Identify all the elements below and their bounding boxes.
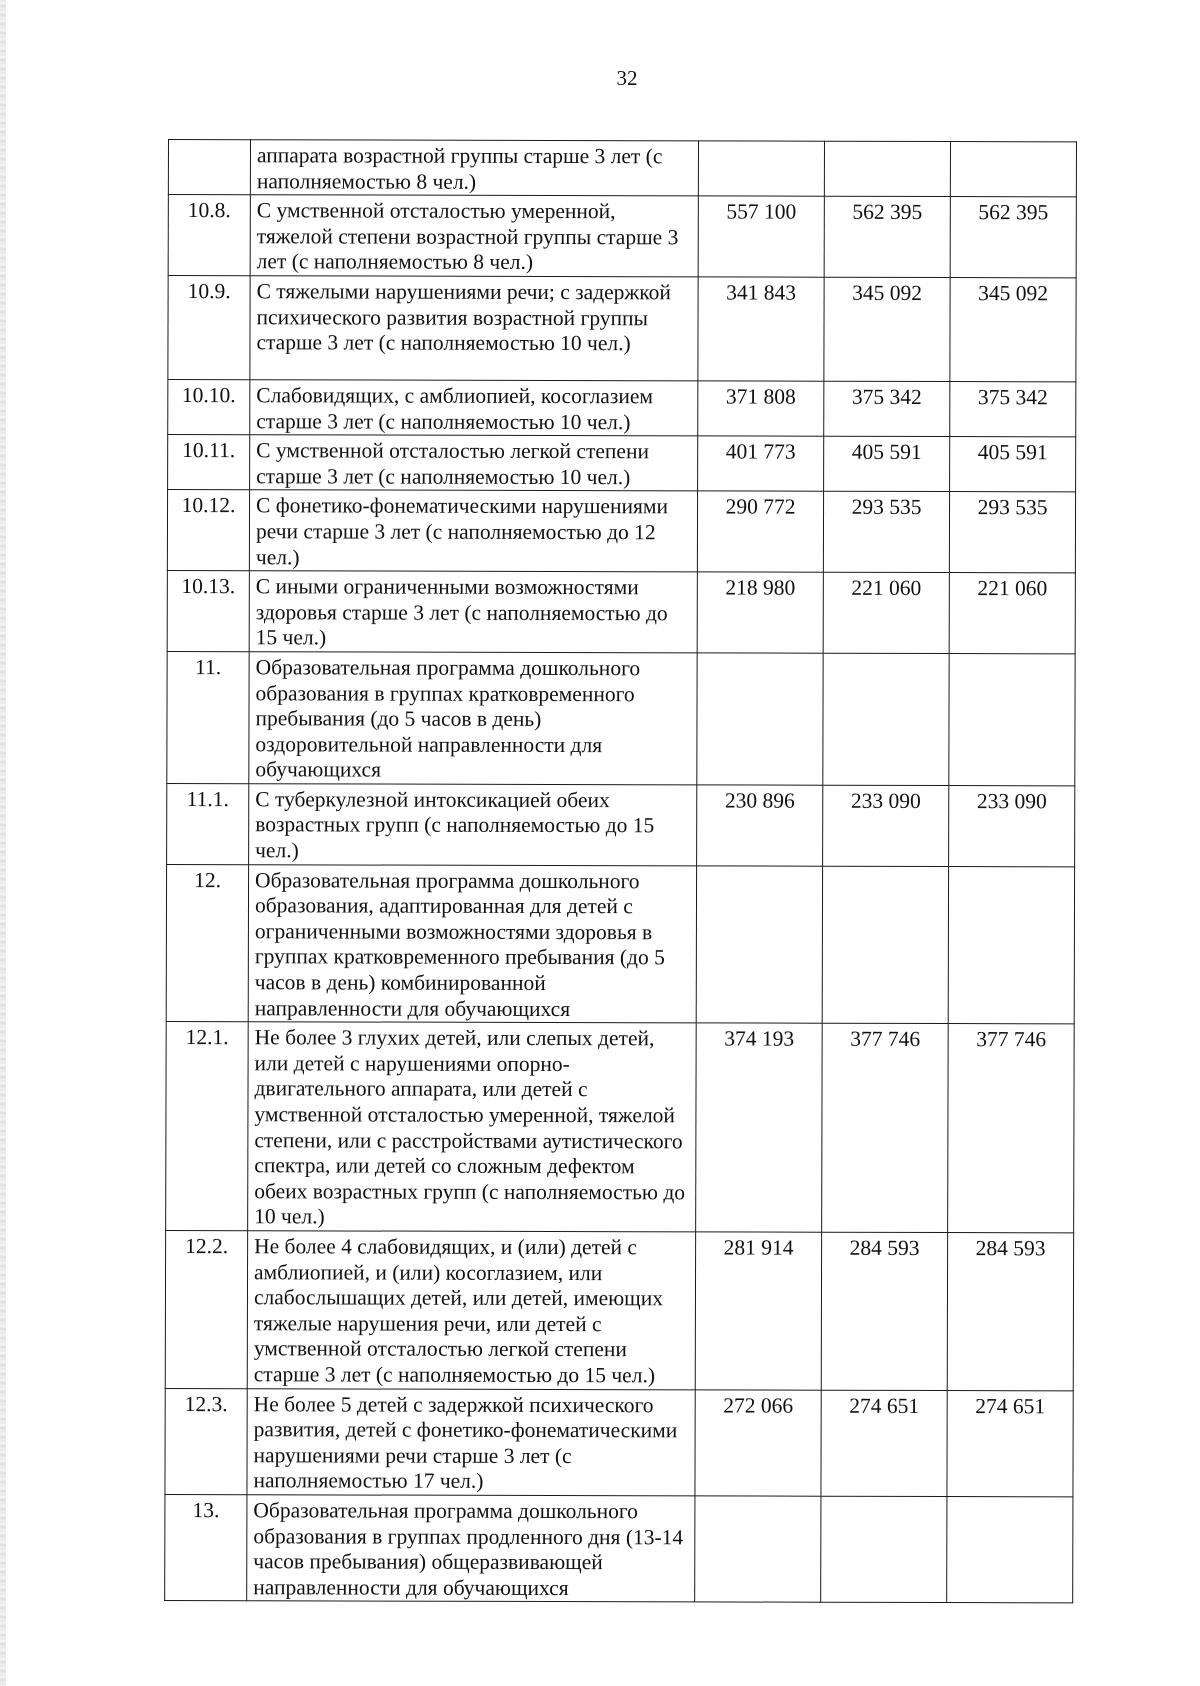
table-row <box>166 1022 1075 1233</box>
row-number: 10.9. <box>168 275 250 379</box>
value-year-3: 284 593 <box>947 1233 1073 1391</box>
row-description: Слабовидящих, с амблиопией, косоглазием старше 3 лет (с наполняемостью 10 чел.) <box>250 380 698 436</box>
value-year-1: 401 773 <box>698 436 824 492</box>
row-number: 11.1. <box>167 783 249 864</box>
value-year-1 <box>697 653 823 785</box>
value-year-1: 557 100 <box>698 196 824 277</box>
row-number: 10.11. <box>168 435 250 490</box>
value-year-1: 374 193 <box>696 1023 823 1232</box>
value-year-2 <box>824 141 950 197</box>
value-year-2: 293 535 <box>823 492 949 573</box>
value-year-2 <box>821 1496 947 1603</box>
value-year-1: 341 843 <box>698 277 824 381</box>
row-description: Образовательная программа дошкольного образования, адаптированная для детей с ограниченными возможностями здоровья в группах кратковременного пребывания (до 5 часов в день) комбинированной направленности для обучающихся <box>248 864 696 1023</box>
row-description: С умственной отсталостью легкой степени старше 3 лет (с наполняемостью 10 чел.) <box>250 435 698 491</box>
value-year-3 <box>947 1496 1073 1603</box>
row-number: 12. <box>166 864 248 1022</box>
value-year-2: 221 060 <box>823 572 949 653</box>
value-year-3: 221 060 <box>949 573 1075 654</box>
value-year-1 <box>698 141 824 197</box>
table-row <box>168 379 1076 437</box>
table-row <box>167 490 1075 573</box>
row-description: С туберкулезной интоксикацией обеих возрастных групп (с наполняемостью до 15 чел.) <box>249 784 697 866</box>
row-number: 12.1. <box>166 1022 249 1231</box>
table-row <box>166 864 1074 1024</box>
scan-edge-artifact <box>0 0 6 1686</box>
value-year-3 <box>950 142 1076 198</box>
value-year-2 <box>822 866 948 1024</box>
row-number: 10.13. <box>167 571 249 652</box>
table-row <box>167 571 1075 654</box>
row-number: 10.8. <box>168 195 250 276</box>
row-description: аппарата возрастной группы старше 3 лет (с наполняемостью 8 чел.) <box>250 140 698 196</box>
row-number: 12.2. <box>165 1230 247 1388</box>
value-year-1: 230 896 <box>697 785 823 866</box>
table-row <box>167 651 1075 785</box>
row-description: Образовательная программа дошкольного образования в группах продленного дня (13-14 часов пребывания) общеразвивающей направленности для обучающихся <box>247 1495 695 1603</box>
value-year-1: 218 980 <box>697 572 823 653</box>
row-number: 11. <box>167 651 249 783</box>
row-description: С умственной отсталостью умеренной, тяжелой степени возрастной группы старше 3 лет (с наполняемостью 8 чел.) <box>250 195 698 277</box>
row-description: С тяжелыми нарушениями речи; с задержкой психического развития возрастной группы старше 3 лет (с наполняемостью 10 чел.) <box>250 276 698 381</box>
value-year-3: 233 090 <box>949 785 1075 866</box>
value-year-3: 375 342 <box>950 382 1076 438</box>
value-year-2 <box>823 653 949 785</box>
table-row <box>168 275 1076 381</box>
value-year-3 <box>949 653 1075 785</box>
value-year-2: 345 092 <box>824 277 950 381</box>
value-year-2: 284 593 <box>821 1232 947 1390</box>
value-year-2: 233 090 <box>823 785 949 866</box>
value-year-3: 405 591 <box>950 437 1076 493</box>
row-number: 12.3. <box>165 1388 247 1495</box>
table-row <box>165 1494 1073 1603</box>
value-year-2: 377 746 <box>822 1023 949 1232</box>
value-year-1: 272 066 <box>695 1389 821 1496</box>
row-description: Образовательная программа дошкольного образования в группах кратковременного пребывания (до 5 часов в день) оздоровительной направленности для обучающихся <box>249 652 697 785</box>
value-year-3: 274 651 <box>947 1390 1073 1497</box>
value-year-3: 293 535 <box>949 492 1075 573</box>
row-number: 10.10. <box>168 379 250 434</box>
table-row <box>165 1388 1073 1497</box>
table-row <box>167 783 1075 866</box>
value-year-1: 281 914 <box>695 1232 821 1390</box>
value-year-2: 405 591 <box>824 436 950 492</box>
table-row <box>168 435 1076 493</box>
table-row <box>168 195 1076 278</box>
row-number: 13. <box>165 1494 247 1601</box>
value-year-1 <box>695 1496 821 1603</box>
value-year-3: 345 092 <box>950 278 1076 382</box>
value-year-2: 274 651 <box>821 1390 947 1497</box>
value-year-3: 562 395 <box>950 197 1076 278</box>
value-year-3: 377 746 <box>948 1024 1075 1233</box>
cost-table <box>164 139 1077 1604</box>
row-description: Не более 5 детей с задержкой психического развития, детей с фонетико-фонематическими нарушениями речи старше 3 лет (с наполняемостью 17 чел.) <box>247 1388 695 1496</box>
value-year-1 <box>696 866 822 1024</box>
page-number: 32 <box>616 66 638 90</box>
row-description: С иными ограниченными возможностями здоровья старше 3 лет (с наполняемостью до 15 чел.) <box>249 571 697 653</box>
value-year-1: 371 808 <box>698 381 824 437</box>
row-number: 10.12. <box>167 490 249 571</box>
row-number <box>168 140 250 195</box>
value-year-2: 375 342 <box>824 381 950 437</box>
value-year-3 <box>948 866 1074 1024</box>
table-row <box>165 1230 1073 1390</box>
value-year-1: 290 772 <box>697 491 823 572</box>
row-description: С фонетико-фонематическими нарушениями речи старше 3 лет (с наполняемостью до 12 чел.) <box>249 490 697 572</box>
table-row <box>168 140 1076 198</box>
row-description: Не более 3 глухих детей, или слепых детей, или детей с нарушениями опорно-двигательного аппарата, или детей с умственной отсталостью умеренной, тяжелой степени, или с расстройствами аутистического спектра, или детей со сложным дефектом обеих возрастных групп (с наполняемостью до 10 чел.) <box>248 1022 697 1232</box>
value-year-2: 562 395 <box>824 196 950 277</box>
row-description: Не более 4 слабовидящих, и (или) детей с амблиопией, и (или) косоглазием, или слабослышащих детей, или детей, имеющих тяжелые нарушения речи, или детей с умственной отсталостью легкой степени старше 3 лет (с наполняемостью до 15 чел.) <box>247 1231 695 1390</box>
